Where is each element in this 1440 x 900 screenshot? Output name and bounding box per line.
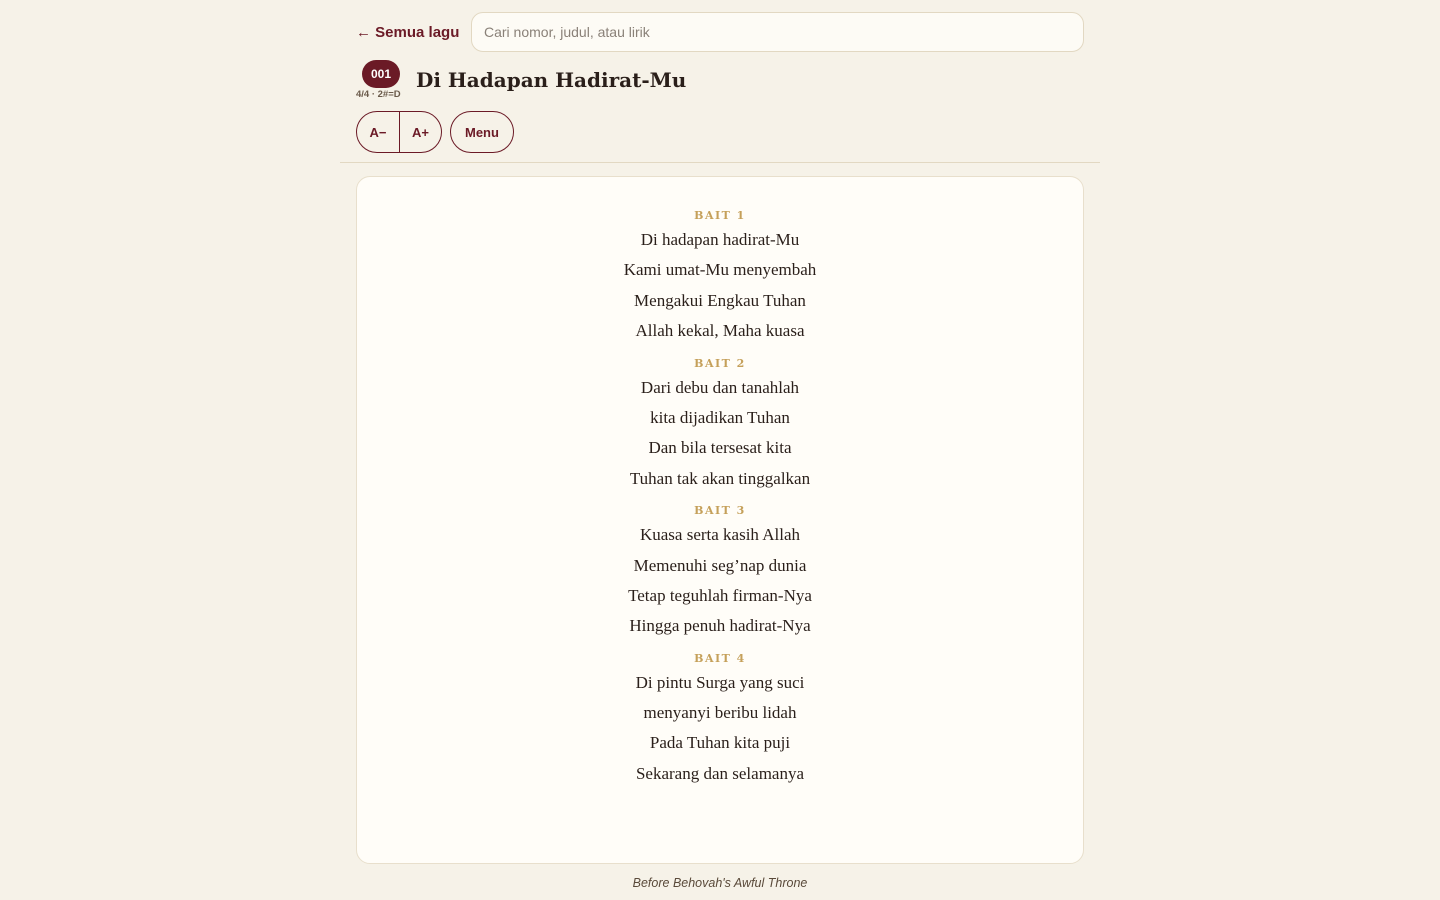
decrease-font-button[interactable]: A−	[357, 112, 399, 152]
lyric-line: Allah kekal, Maha kuasa	[635, 321, 805, 341]
lyric-line: Mengakui Engkau Tuhan	[634, 290, 806, 310]
lyric-line: Sekarang dan selamanya	[635, 763, 805, 783]
verse-4	[357, 650, 1083, 790]
lyric-line: Kuasa serta kasih Allah	[639, 525, 801, 545]
increase-font-button[interactable]: A+	[399, 112, 441, 152]
lyric-line: Pada Tuhan kita puji	[649, 733, 791, 753]
font-size-group	[356, 111, 442, 153]
lyric-line: Tetap teguhlah firman-Nya	[628, 585, 812, 605]
verse-label: BAIT 4	[694, 651, 746, 665]
verse-2	[357, 355, 1083, 495]
top-bar	[356, 12, 1084, 52]
song-meta: 4/4 · 2#=D	[356, 89, 401, 100]
lyric-line: menyanyi beribu lidah	[643, 703, 797, 723]
verse-1	[357, 207, 1083, 347]
lyric-line: Di hadapan hadirat-Mu	[640, 230, 800, 249]
verse-label: BAIT 2	[694, 356, 746, 370]
app-container	[340, 0, 1100, 900]
lyric-line: kita dijadikan Tuhan	[650, 407, 790, 427]
song-title: Di Hadapan Hadirat-Mu	[416, 68, 687, 92]
lyric-line: Dari debu dan tanahlah	[640, 377, 800, 397]
verse-3	[357, 502, 1083, 642]
back-to-all-songs-link[interactable]: ← Semua lagu	[356, 23, 460, 41]
lyric-line: Tuhan tak akan tinggalkan	[629, 468, 811, 488]
search-input[interactable]	[471, 12, 1084, 52]
verse-label: BAIT 1	[694, 209, 746, 222]
song-number-badge: 001	[362, 60, 400, 88]
original-title-note: Before Behovah's Awful Throne	[632, 876, 808, 890]
lyrics-card	[356, 176, 1084, 864]
toolbar	[356, 111, 514, 153]
menu-button[interactable]: Menu	[450, 111, 514, 153]
lyric-line: Dan bila tersesat kita	[648, 438, 792, 458]
lyric-line: Hingga penuh hadirat-Nya	[629, 616, 811, 636]
verse-label: BAIT 3	[694, 504, 746, 518]
lyric-line: Di pintu Surga yang suci	[635, 672, 805, 692]
lyric-line: Memenuhi seg’nap dunia	[633, 555, 807, 575]
header-divider	[340, 162, 1100, 163]
lyric-line: Kami umat-Mu menyembah	[623, 260, 817, 280]
song-header	[356, 60, 1084, 104]
song-badge-group	[356, 60, 406, 100]
